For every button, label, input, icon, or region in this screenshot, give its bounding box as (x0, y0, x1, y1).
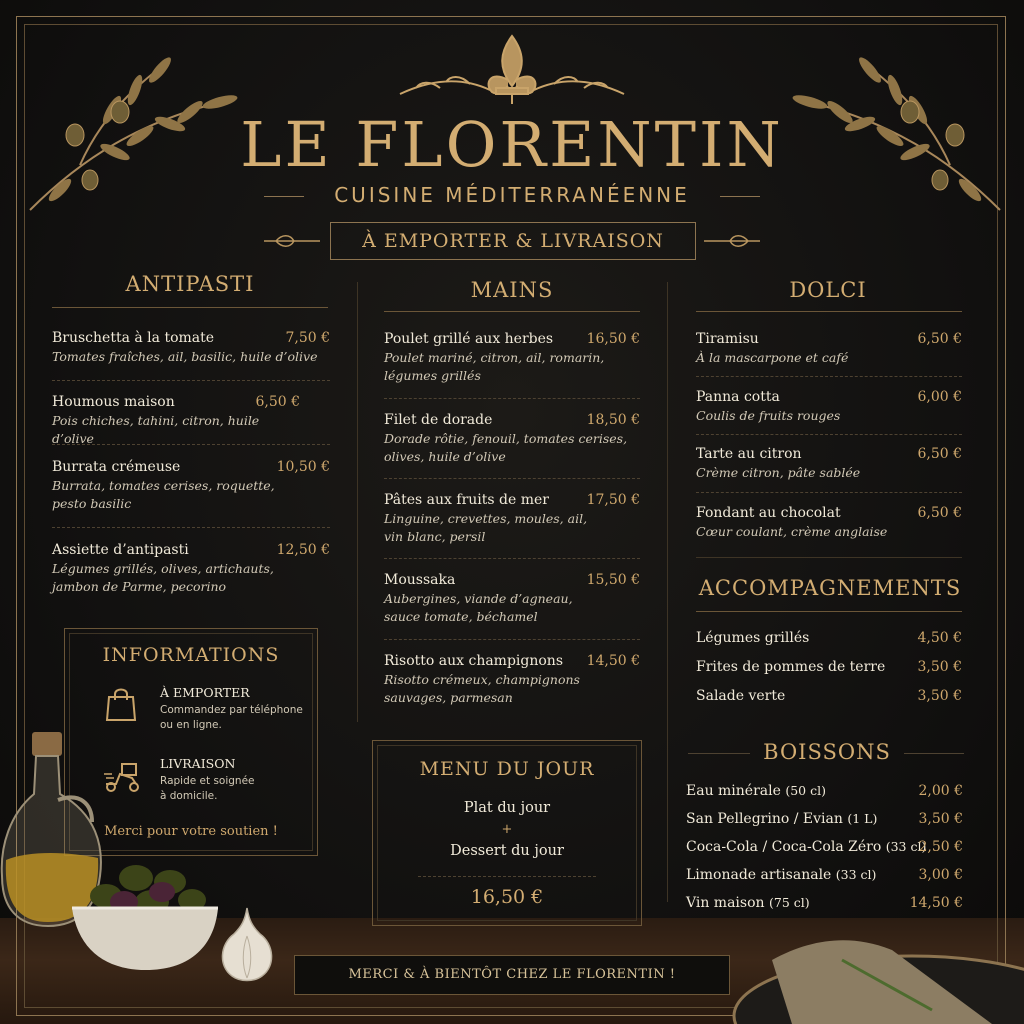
footer-text: MERCI & À BIENTÔT CHEZ LE FLORENTIN ! (348, 967, 676, 982)
side-item: Légumes grillés 4,50 € (696, 630, 962, 646)
side-item: Salade verte 3,50 € (696, 688, 962, 704)
dolci-bottom-rule (696, 557, 962, 558)
menu-item: Pâtes aux fruits de mer 17,50 € Linguine, crevettes, moules, ail, vin blanc, persil (384, 492, 640, 544)
delivery-info: LIVRAISON Rapide et soignée à domicile. (160, 756, 255, 802)
dashed-divider (418, 876, 596, 877)
menu-item: Filet de dorade 18,50 € Dorade rôtie, fenouil, tomates cerises, olives, huile d’olive (384, 412, 640, 464)
menu-item: Burrata crémeuse 10,50 € Burrata, tomates cerises, roquette, pesto basilic (52, 459, 330, 511)
banner-ornament-left (262, 232, 322, 250)
banner-ornament-right (702, 232, 762, 250)
drink-item: San Pellegrino / Evian (1 L) 3,50 € (686, 811, 963, 827)
antipasti-heading: ANTIPASTI (125, 272, 255, 296)
dashed-divider (52, 444, 330, 445)
dashed-divider (696, 376, 962, 377)
column-divider-right (667, 282, 668, 902)
dashed-divider (384, 639, 640, 640)
olive-bowl-icon (66, 850, 226, 975)
menu-item: Bruschetta à la tomate 7,50 € Tomates fraîches, ail, basilic, huile d’olive (52, 330, 330, 364)
information-heading: INFORMATIONS (102, 644, 280, 666)
menu-item: Panna cotta 6,00 € Coulis de fruits rouges (696, 389, 962, 423)
menu-du-jour-price: 16,50 € (470, 886, 544, 908)
dolci-heading: DOLCI (789, 278, 867, 302)
menu-item: Poulet grillé aux herbes 16,50 € Poulet mariné, citron, ail, romarin, légumes grillés (384, 331, 640, 383)
mains-rule (384, 311, 640, 312)
dashed-divider (52, 380, 330, 381)
dashed-divider (696, 434, 962, 435)
menu-item: Moussaka 15,50 € Aubergines, viande d’agneau, sauce tomate, béchamel (384, 572, 640, 624)
accompagnements-rule (696, 611, 962, 612)
side-item: Frites de pommes de terre 3,50 € (696, 659, 962, 675)
restaurant-title: LE FLORENTIN (240, 108, 784, 181)
footer-banner (294, 955, 730, 995)
boissons-rule-right (904, 753, 964, 754)
menu-du-jour-main: Plat du jour (463, 800, 551, 816)
accompagnements-heading: ACCOMPAGNEMENTS (698, 576, 962, 600)
menu-du-jour-dessert: Dessert du jour (450, 843, 564, 859)
drink-item: Coca-Cola / Coca-Cola Zéro (33 cl) 2,50 € (686, 839, 963, 855)
dolci-rule (696, 311, 962, 312)
dashed-divider (52, 527, 330, 528)
menu-du-jour-plus: + (501, 822, 513, 837)
dashed-divider (384, 558, 640, 559)
subtitle-rule-right (720, 196, 760, 197)
fleur-de-lis-ornament (380, 30, 644, 110)
drink-item: Limonade artisanale (33 cl) 3,00 € (686, 867, 963, 883)
boissons-rule-left (688, 753, 750, 754)
plate-napkin-icon (732, 920, 1024, 1024)
menu-item: Assiette d’antipasti 12,50 € Légumes grillés, olives, artichauts, jambon de Parme, pecorino (52, 542, 330, 594)
takeaway-delivery-banner: À EMPORTER & LIVRAISON (330, 222, 696, 260)
menu-item: Tiramisu 6,50 € À la mascarpone et café (696, 331, 962, 365)
restaurant-subtitle: CUISINE MÉDITERRANÉENNE (334, 183, 690, 207)
drink-item: Vin maison (75 cl) 14,50 € (686, 895, 963, 911)
boissons-heading: BOISSONS (763, 740, 891, 764)
mains-heading: MAINS (470, 278, 554, 302)
dashed-divider (384, 398, 640, 399)
dashed-divider (384, 478, 640, 479)
thanks-message: Merci pour votre soutien ! (104, 824, 278, 839)
shopping-bag-icon (104, 686, 138, 722)
menu-item: Tarte au citron 6,50 € Crème citron, pâte sablée (696, 446, 962, 480)
menu-du-jour-heading: MENU DU JOUR (419, 758, 595, 780)
column-divider-left (357, 282, 358, 722)
antipasti-rule (52, 307, 328, 308)
garlic-icon (212, 906, 282, 982)
menu-item: Risotto aux champignons 14,50 € Risotto crémeux, champignons sauvages, parmesan (384, 653, 640, 705)
menu-item: Fondant au chocolat 6,50 € Cœur coulant, crème anglaise (696, 505, 962, 539)
menu-item: Houmous maison 6,50 € Pois chiches, tahini, citron, huile d’olive (52, 394, 300, 446)
drink-item: Eau minérale (50 cl) 2,00 € (686, 783, 963, 799)
takeaway-info: À EMPORTER Commandez par téléphone ou en ligne. (160, 685, 303, 731)
dashed-divider (696, 492, 962, 493)
